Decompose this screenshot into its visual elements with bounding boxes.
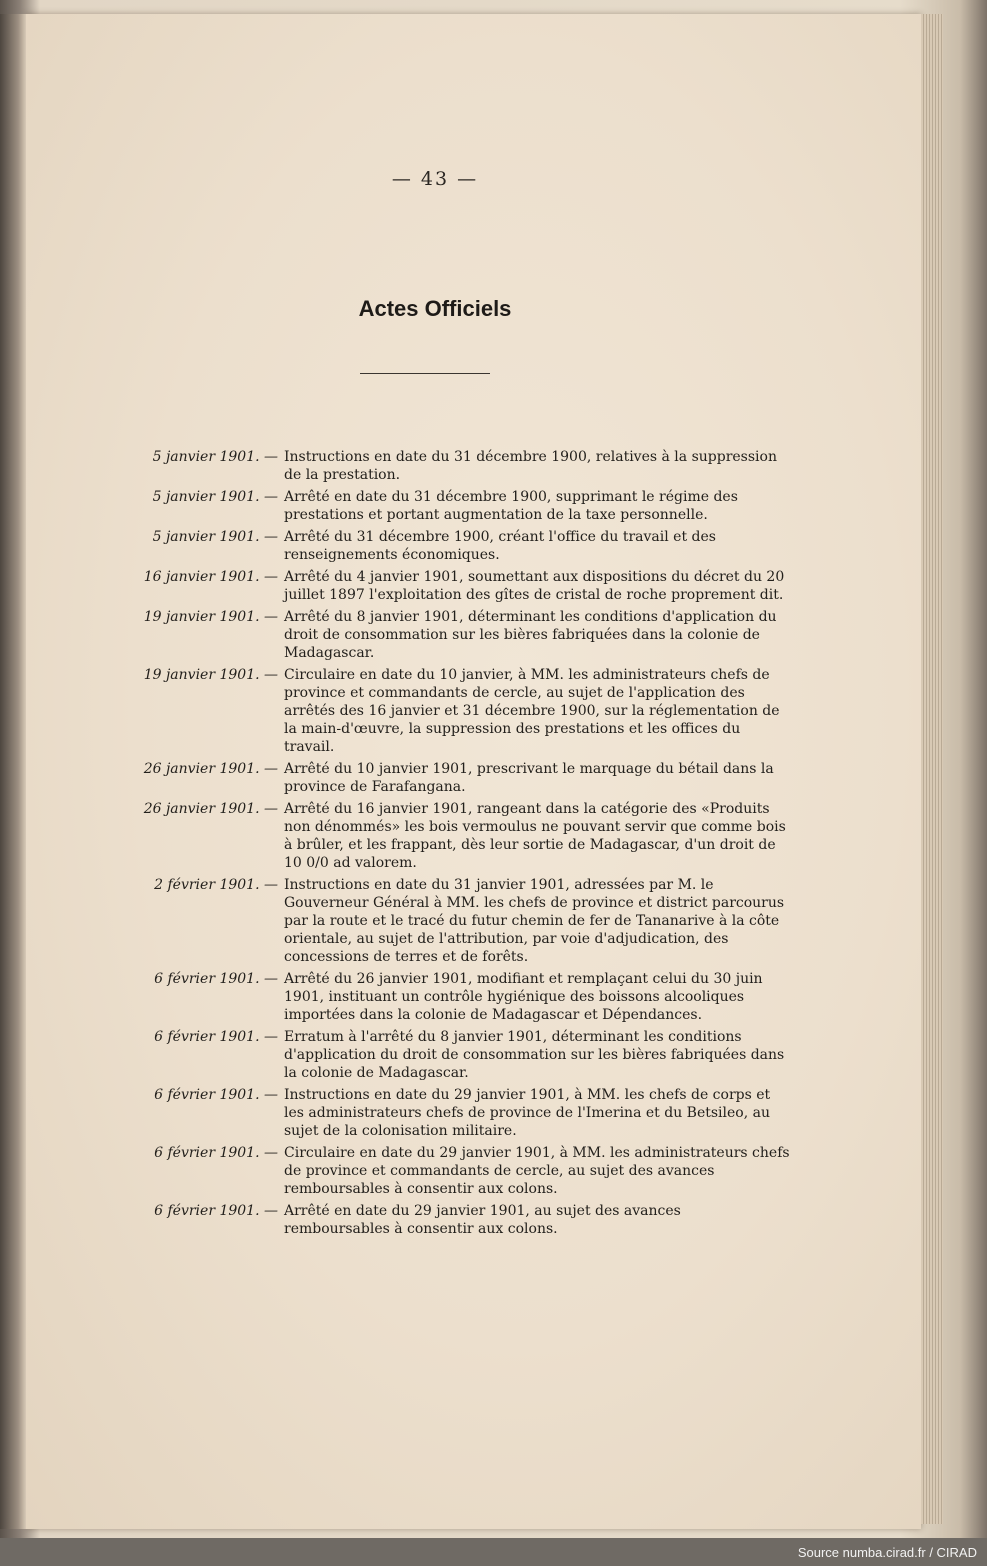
page-edges	[921, 14, 943, 1524]
entry-item	[100, 876, 790, 966]
entry-date: 16 janvier 1901. —	[143, 569, 278, 585]
entry-item	[100, 528, 790, 564]
entry-text: Arrêté du 16 janvier 1901, rangeant dans la catégorie des «Produits non dénommés» les bois vermoulus ne pouvant servir que comme bois à brûler, et les frappant, dès leur sortie de Madagascar, d'un droit de 10 0/0 ad valorem.	[284, 801, 786, 871]
entry-text: Instructions en date du 29 janvier 1901, à MM. les chefs de corps et les administrateurs chefs de province de l'Imerina et du Betsileo, au sujet de la colonisation militaire.	[284, 1087, 771, 1139]
entry-date: 6 février 1901. —	[154, 971, 278, 987]
entry-item	[100, 568, 790, 604]
entry-item	[100, 608, 790, 662]
entry-date: 5 janvier 1901. —	[152, 529, 278, 545]
source-credit: Source numba.cirad.fr / CIRAD	[797, 1545, 977, 1560]
entry-text: Arrêté du 10 janvier 1901, prescrivant le marquage du bétail dans la province de Farafangana.	[284, 761, 774, 795]
entry-text: Instructions en date du 31 décembre 1900, relatives à la suppression de la prestation.	[284, 449, 777, 483]
entry-item	[100, 760, 790, 796]
entry-item	[100, 488, 790, 524]
entries-list	[100, 448, 790, 1242]
entry-text: Arrêté en date du 31 décembre 1900, supprimant le régime des prestations et portant augmentation de la taxe personnelle.	[284, 489, 738, 523]
entry-item	[100, 970, 790, 1024]
entry-date: 6 février 1901. —	[154, 1203, 278, 1219]
entry-date: 2 février 1901. —	[154, 877, 278, 893]
page-number: — 43 —	[391, 168, 479, 190]
entry-date: 26 janvier 1901. —	[143, 801, 278, 817]
entry-date: 19 janvier 1901. —	[143, 609, 278, 625]
entry-date: 19 janvier 1901. —	[143, 667, 278, 683]
entry-date: 6 février 1901. —	[154, 1087, 278, 1103]
entry-date: 6 février 1901. —	[154, 1029, 278, 1045]
entry-text: Arrêté du 26 janvier 1901, modifiant et remplaçant celui du 30 juin 1901, instituant un contrôle hygiénique des boissons alcooliques importées dans la colonie de Madagascar et Dépendances.	[284, 971, 763, 1023]
section-title: Actes Officiels	[358, 296, 512, 321]
entry-item	[100, 800, 790, 872]
entry-item	[100, 1144, 790, 1198]
entry-item	[100, 1028, 790, 1082]
title-divider	[360, 373, 490, 374]
entry-date: 26 janvier 1901. —	[143, 761, 278, 777]
entry-text: Instructions en date du 31 janvier 1901, adressées par M. le Gouverneur Général à MM. les chefs de province et district parcourus par la route et le tracé du futur chemin de fer de Tananarive à la côte orientale, au sujet de l'attribution, par voie d'adjudication, des concessions de terres et de forêts.	[284, 877, 785, 965]
entry-item	[100, 1202, 790, 1238]
entry-text: Erratum à l'arrêté du 8 janvier 1901, déterminant les conditions d'application du droit de consommation sur les bières fabriquées dans la colonie de Madagascar.	[284, 1029, 785, 1081]
book-spine	[0, 14, 26, 1529]
entry-item	[100, 1086, 790, 1140]
entry-item	[100, 448, 790, 484]
entry-text: Circulaire en date du 10 janvier, à MM. les administrateurs chefs de province et commandants de cercle, au sujet de l'application des arrêtés des 16 janvier et 31 décembre 1900, sur la réglementation de la main-d'œuvre, la suppression des prestations et les offices du travail.	[284, 667, 780, 755]
entry-text: Arrêté du 8 janvier 1901, déterminant les conditions d'application du droit de consommation sur les bières fabriquées dans la colonie de Madagascar.	[284, 609, 777, 661]
entry-date: 6 février 1901. —	[154, 1145, 278, 1161]
entry-text: Arrêté du 31 décembre 1900, créant l'office du travail et des renseignements économiques.	[284, 529, 716, 563]
entry-text: Circulaire en date du 29 janvier 1901, à MM. les administrateurs chefs de province et commandants de cercle, au sujet des avances remboursables à consentir aux colons.	[284, 1145, 790, 1197]
entry-date: 5 janvier 1901. —	[152, 449, 278, 465]
entry-date: 5 janvier 1901. —	[152, 489, 278, 505]
entry-text: Arrêté en date du 29 janvier 1901, au sujet des avances remboursables à consentir aux colons.	[284, 1203, 681, 1237]
entry-text: Arrêté du 4 janvier 1901, soumettant aux dispositions du décret du 20 juillet 1897 l'exploitation des gîtes de cristal de roche proprement dit.	[284, 569, 785, 603]
entry-item	[100, 666, 790, 756]
